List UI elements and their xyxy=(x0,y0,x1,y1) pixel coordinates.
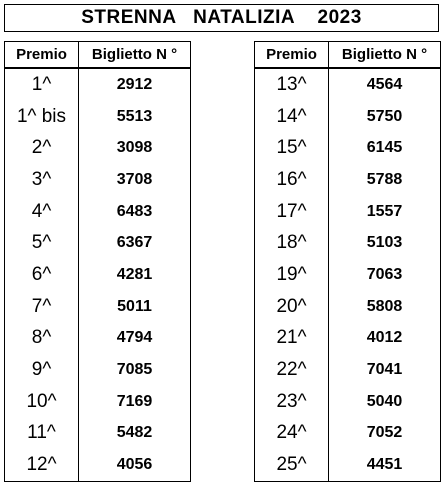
table-row xyxy=(255,132,441,164)
ticket-number-cell: 4012 xyxy=(329,323,441,355)
prize-rank-cell: 13^ xyxy=(255,68,329,101)
column-header-premio: Premio xyxy=(255,42,329,69)
prize-rank-cell: 17^ xyxy=(255,196,329,228)
prize-table-left-body xyxy=(5,68,191,481)
column-header-biglietto: Biglietto N ° xyxy=(79,42,191,69)
prize-rank-cell: 8^ xyxy=(5,323,79,355)
table-row xyxy=(255,259,441,291)
ticket-number-cell: 3098 xyxy=(79,132,191,164)
prize-rank-cell: 19^ xyxy=(255,259,329,291)
prize-rank-cell: 10^ xyxy=(5,386,79,418)
table-row xyxy=(255,418,441,450)
prize-table-right xyxy=(254,41,441,482)
table-row xyxy=(255,196,441,228)
table-row xyxy=(5,354,191,386)
table-row xyxy=(5,227,191,259)
prize-rank-cell: 6^ xyxy=(5,259,79,291)
prize-rank-cell: 25^ xyxy=(255,449,329,481)
table-header-row xyxy=(5,42,191,69)
table-row xyxy=(5,418,191,450)
ticket-number-cell: 7085 xyxy=(79,354,191,386)
page-title: STRENNA NATALIZIA 2023 xyxy=(81,7,362,28)
ticket-number-cell: 5808 xyxy=(329,291,441,323)
ticket-number-cell: 4056 xyxy=(79,449,191,481)
ticket-number-cell: 7169 xyxy=(79,386,191,418)
ticket-number-cell: 5750 xyxy=(329,101,441,133)
ticket-number-cell: 6367 xyxy=(79,227,191,259)
table-row xyxy=(255,101,441,133)
prize-rank-cell: 21^ xyxy=(255,323,329,355)
ticket-number-cell: 5103 xyxy=(329,227,441,259)
table-row xyxy=(255,386,441,418)
ticket-number-cell: 7052 xyxy=(329,418,441,450)
column-header-biglietto: Biglietto N ° xyxy=(329,42,441,69)
ticket-number-cell: 7063 xyxy=(329,259,441,291)
table-row xyxy=(5,259,191,291)
ticket-number-cell: 4281 xyxy=(79,259,191,291)
ticket-number-cell: 5788 xyxy=(329,164,441,196)
ticket-number-cell: 1557 xyxy=(329,196,441,228)
table-row xyxy=(255,354,441,386)
table-row xyxy=(255,227,441,259)
table-row xyxy=(5,449,191,481)
ticket-number-cell: 6483 xyxy=(79,196,191,228)
table-row xyxy=(5,323,191,355)
prize-rank-cell: 12^ xyxy=(5,449,79,481)
ticket-number-cell: 5513 xyxy=(79,101,191,133)
page-title-box xyxy=(4,4,439,32)
ticket-number-cell: 2912 xyxy=(79,68,191,101)
ticket-number-cell: 5482 xyxy=(79,418,191,450)
prize-rank-cell: 3^ xyxy=(5,164,79,196)
table-row xyxy=(255,68,441,101)
table-row xyxy=(5,101,191,133)
table-header-row xyxy=(255,42,441,69)
prize-table-left xyxy=(4,41,191,482)
ticket-number-cell: 4794 xyxy=(79,323,191,355)
ticket-number-cell: 5040 xyxy=(329,386,441,418)
prize-rank-cell: 23^ xyxy=(255,386,329,418)
prize-rank-cell: 16^ xyxy=(255,164,329,196)
prize-rank-cell: 22^ xyxy=(255,354,329,386)
table-row xyxy=(5,132,191,164)
table-row xyxy=(5,164,191,196)
prize-rank-cell: 4^ xyxy=(5,196,79,228)
prize-rank-cell: 14^ xyxy=(255,101,329,133)
column-header-premio: Premio xyxy=(5,42,79,69)
prize-rank-cell: 2^ xyxy=(5,132,79,164)
table-row xyxy=(5,68,191,101)
prize-rank-cell: 24^ xyxy=(255,418,329,450)
table-row xyxy=(5,386,191,418)
prize-rank-cell: 5^ xyxy=(5,227,79,259)
prize-rank-cell: 20^ xyxy=(255,291,329,323)
ticket-number-cell: 4564 xyxy=(329,68,441,101)
ticket-number-cell: 6145 xyxy=(329,132,441,164)
table-row xyxy=(255,449,441,481)
table-row xyxy=(5,196,191,228)
ticket-number-cell: 4451 xyxy=(329,449,441,481)
prize-rank-cell: 18^ xyxy=(255,227,329,259)
prize-rank-cell: 7^ xyxy=(5,291,79,323)
prize-rank-cell: 1^ bis xyxy=(5,101,79,133)
prize-rank-cell: 11^ xyxy=(5,418,79,450)
table-row xyxy=(255,164,441,196)
prize-rank-cell: 1^ xyxy=(5,68,79,101)
ticket-number-cell: 5011 xyxy=(79,291,191,323)
prize-rank-cell: 15^ xyxy=(255,132,329,164)
ticket-number-cell: 3708 xyxy=(79,164,191,196)
table-row xyxy=(255,323,441,355)
prize-rank-cell: 9^ xyxy=(5,354,79,386)
prize-table-right-body xyxy=(255,68,441,481)
table-row xyxy=(255,291,441,323)
table-row xyxy=(5,291,191,323)
ticket-number-cell: 7041 xyxy=(329,354,441,386)
